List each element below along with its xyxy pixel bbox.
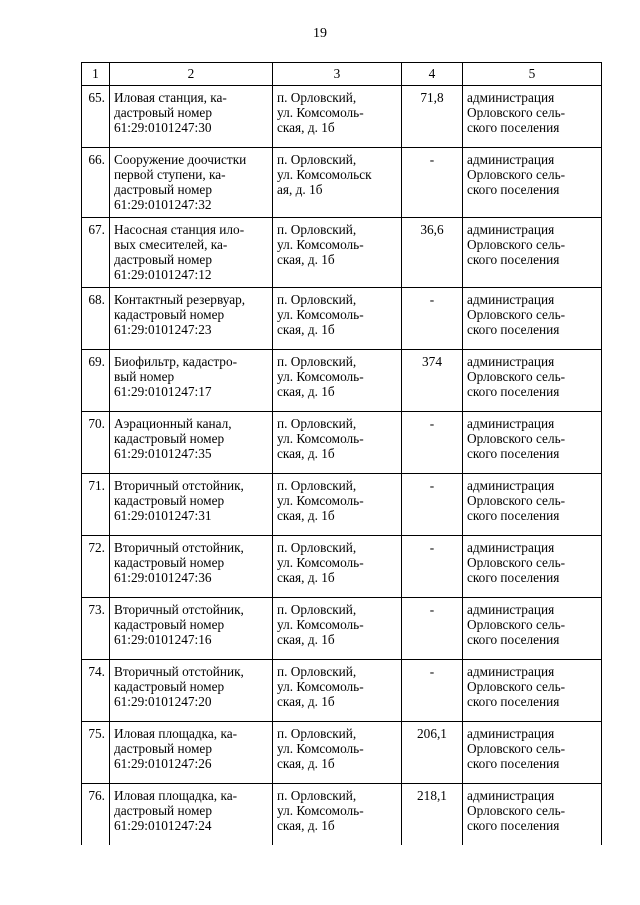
object-address-line: п. Орловский,	[277, 602, 357, 617]
object-address-line: ул. Комсомоль-	[277, 679, 364, 694]
object-owner-line: ского поселения	[467, 818, 560, 833]
object-address	[273, 218, 402, 288]
object-address-line: ул. Комсомоль-	[277, 431, 364, 446]
object-owner-line: администрация	[467, 726, 555, 741]
object-owner-line: Орловского сель-	[467, 617, 566, 632]
object-address	[273, 86, 402, 148]
object-address-line: п. Орловский,	[277, 222, 357, 237]
property-table	[81, 62, 602, 845]
table-row	[82, 148, 602, 218]
object-address-line: ул. Комсомоль-	[277, 741, 364, 756]
object-name	[110, 412, 273, 474]
object-name	[110, 660, 273, 722]
object-name	[110, 474, 273, 536]
object-owner-line: администрация	[467, 90, 555, 105]
object-owner	[463, 660, 602, 722]
object-address-line: ул. Комсомоль-	[277, 369, 364, 384]
object-owner	[463, 474, 602, 536]
object-area: -	[402, 148, 463, 218]
table-row	[82, 288, 602, 350]
object-area: -	[402, 536, 463, 598]
object-name-line: Контактный резервуар,	[114, 292, 246, 307]
object-name-line: Вторичный отстойник,	[114, 478, 244, 493]
object-address	[273, 660, 402, 722]
object-address	[273, 148, 402, 218]
object-address-line: ул. Комсомоль-	[277, 493, 364, 508]
object-name-line: кадастровый номер	[114, 493, 225, 508]
column-header: 4	[402, 63, 463, 86]
object-owner-line: администрация	[467, 788, 555, 803]
column-header: 5	[463, 63, 602, 86]
object-owner-line: администрация	[467, 416, 555, 431]
table-row	[82, 474, 602, 536]
object-name-line: дастровый номер	[114, 182, 212, 197]
object-owner-line: ского поселения	[467, 694, 560, 709]
object-name	[110, 536, 273, 598]
object-address-line: ская, д. 1б	[277, 384, 335, 399]
object-name-line: 61:29:0101247:31	[114, 508, 212, 523]
object-address-line: п. Орловский,	[277, 478, 357, 493]
table-row	[82, 536, 602, 598]
object-owner-line: Орловского сель-	[467, 105, 566, 120]
object-area: -	[402, 288, 463, 350]
object-owner	[463, 350, 602, 412]
object-name-line: 61:29:0101247:35	[114, 446, 212, 461]
object-owner-line: Орловского сель-	[467, 555, 566, 570]
object-name-line: 61:29:0101247:36	[114, 570, 212, 585]
object-name	[110, 288, 273, 350]
column-header: 2	[110, 63, 273, 86]
object-address-line: ская, д. 1б	[277, 508, 335, 523]
object-name-line: дастровый номер	[114, 803, 212, 818]
object-name	[110, 350, 273, 412]
table-row	[82, 660, 602, 722]
object-address-line: ская, д. 1б	[277, 252, 335, 267]
object-owner-line: администрация	[467, 478, 555, 493]
object-owner-line: ского поселения	[467, 508, 560, 523]
table-row	[82, 218, 602, 288]
object-owner-line: Орловского сель-	[467, 431, 566, 446]
object-name-line: Вторичный отстойник,	[114, 540, 244, 555]
object-name	[110, 598, 273, 660]
object-name-line: 61:29:0101247:30	[114, 120, 212, 135]
object-address-line: ул. Комсомоль-	[277, 555, 364, 570]
object-owner	[463, 722, 602, 784]
object-owner-line: Орловского сель-	[467, 307, 566, 322]
object-owner-line: администрация	[467, 602, 555, 617]
row-number: 74.	[82, 660, 110, 722]
object-owner-line: Орловского сель-	[467, 679, 566, 694]
object-address-line: ская, д. 1б	[277, 756, 335, 771]
object-name-line: дастровый номер	[114, 105, 212, 120]
object-name-line: Биофильтр, кадастро-	[114, 354, 238, 369]
object-name-line: Иловая станция, ка-	[114, 90, 227, 105]
object-address	[273, 474, 402, 536]
object-address-line: п. Орловский,	[277, 152, 357, 167]
object-owner-line: ского поселения	[467, 182, 560, 197]
object-owner	[463, 784, 602, 846]
table-row	[82, 598, 602, 660]
object-address	[273, 598, 402, 660]
object-address-line: ская, д. 1б	[277, 446, 335, 461]
object-name	[110, 722, 273, 784]
object-area: -	[402, 598, 463, 660]
object-owner-line: администрация	[467, 222, 555, 237]
row-number: 71.	[82, 474, 110, 536]
object-name-line: Иловая площадка, ка-	[114, 726, 238, 741]
row-number: 66.	[82, 148, 110, 218]
row-number: 68.	[82, 288, 110, 350]
table-row	[82, 350, 602, 412]
object-owner-line: ского поселения	[467, 252, 560, 267]
object-address-line: п. Орловский,	[277, 726, 357, 741]
object-owner-line: Орловского сель-	[467, 167, 566, 182]
row-number: 70.	[82, 412, 110, 474]
object-name	[110, 784, 273, 846]
object-address-line: ул. Комсомоль-	[277, 237, 364, 252]
object-address-line: ул. Комсомоль-	[277, 105, 364, 120]
object-owner-line: администрация	[467, 354, 555, 369]
object-name-line: кадастровый номер	[114, 555, 225, 570]
object-name-line: кадастровый номер	[114, 307, 225, 322]
object-owner	[463, 412, 602, 474]
object-area: -	[402, 474, 463, 536]
row-number: 67.	[82, 218, 110, 288]
object-address	[273, 722, 402, 784]
object-address-line: п. Орловский,	[277, 416, 357, 431]
row-number: 65.	[82, 86, 110, 148]
object-address-line: п. Орловский,	[277, 664, 357, 679]
object-name-line: 61:29:0101247:24	[114, 818, 212, 833]
object-address	[273, 288, 402, 350]
object-address-line: ул. Комсомоль-	[277, 803, 364, 818]
object-address-line: п. Орловский,	[277, 354, 357, 369]
row-number: 73.	[82, 598, 110, 660]
object-name-line: 61:29:0101247:16	[114, 632, 212, 647]
object-owner-line: ского поселения	[467, 384, 560, 399]
object-owner-line: Орловского сель-	[467, 493, 566, 508]
object-name-line: дастровый номер	[114, 252, 212, 267]
object-name-line: вых смесителей, ка-	[114, 237, 228, 252]
object-address-line: ая, д. 1б	[277, 182, 323, 197]
object-owner-line: ского поселения	[467, 322, 560, 337]
table-header-row	[82, 63, 602, 86]
object-name-line: Сооружение доочистки	[114, 152, 247, 167]
object-owner-line: администрация	[467, 664, 555, 679]
object-owner-line: ского поселения	[467, 570, 560, 585]
object-address-line: ская, д. 1б	[277, 818, 335, 833]
object-name-line: дастровый номер	[114, 741, 212, 756]
object-owner-line: ского поселения	[467, 120, 560, 135]
object-name-line: 61:29:0101247:26	[114, 756, 212, 771]
object-address-line: ская, д. 1б	[277, 694, 335, 709]
object-name-line: Вторичный отстойник,	[114, 664, 244, 679]
object-owner-line: ского поселения	[467, 446, 560, 461]
object-address-line: ская, д. 1б	[277, 322, 335, 337]
object-owner	[463, 598, 602, 660]
object-name-line: кадастровый номер	[114, 617, 225, 632]
object-name-line: 61:29:0101247:23	[114, 322, 212, 337]
object-address-line: ская, д. 1б	[277, 632, 335, 647]
table-row	[82, 722, 602, 784]
object-name-line: кадастровый номер	[114, 679, 225, 694]
object-name-line: 61:29:0101247:32	[114, 197, 212, 212]
object-name-line: вый номер	[114, 369, 175, 384]
object-area: 218,1	[402, 784, 463, 846]
object-owner-line: администрация	[467, 292, 555, 307]
row-number: 76.	[82, 784, 110, 846]
object-name	[110, 218, 273, 288]
object-area: 206,1	[402, 722, 463, 784]
object-area: -	[402, 660, 463, 722]
row-number: 75.	[82, 722, 110, 784]
object-address	[273, 412, 402, 474]
table-row	[82, 412, 602, 474]
object-area: 36,6	[402, 218, 463, 288]
column-header: 1	[82, 63, 110, 86]
object-owner-line: Орловского сель-	[467, 803, 566, 818]
object-name-line: Вторичный отстойник,	[114, 602, 244, 617]
table-row	[82, 86, 602, 148]
object-name-line: 61:29:0101247:17	[114, 384, 212, 399]
object-owner	[463, 288, 602, 350]
object-owner	[463, 86, 602, 148]
object-owner	[463, 218, 602, 288]
table-row	[82, 784, 602, 846]
object-name-line: 61:29:0101247:20	[114, 694, 212, 709]
object-owner-line: администрация	[467, 540, 555, 555]
object-area: -	[402, 412, 463, 474]
object-owner-line: администрация	[467, 152, 555, 167]
object-address	[273, 536, 402, 598]
object-owner	[463, 536, 602, 598]
page-number: 19	[313, 26, 327, 41]
object-name	[110, 148, 273, 218]
object-address-line: ская, д. 1б	[277, 570, 335, 585]
object-address-line: п. Орловский,	[277, 788, 357, 803]
object-name-line: Иловая площадка, ка-	[114, 788, 238, 803]
object-address-line: ул. Комсомоль-	[277, 617, 364, 632]
object-address-line: п. Орловский,	[277, 540, 357, 555]
object-owner-line: Орловского сель-	[467, 369, 566, 384]
object-name-line: 61:29:0101247:12	[114, 267, 212, 282]
object-address	[273, 350, 402, 412]
object-area: 71,8	[402, 86, 463, 148]
column-header: 3	[273, 63, 402, 86]
object-owner-line: Орловского сель-	[467, 741, 566, 756]
object-address-line: ул. Комсомольск	[277, 167, 372, 182]
table-body	[82, 86, 602, 846]
object-owner-line: ского поселения	[467, 632, 560, 647]
object-name-line: Аэрационный канал,	[114, 416, 232, 431]
object-address	[273, 784, 402, 846]
object-name	[110, 86, 273, 148]
object-address-line: п. Орловский,	[277, 90, 357, 105]
object-name-line: Насосная станция ило-	[114, 222, 245, 237]
object-owner	[463, 148, 602, 218]
row-number: 69.	[82, 350, 110, 412]
object-address-line: ул. Комсомоль-	[277, 307, 364, 322]
object-address-line: п. Орловский,	[277, 292, 357, 307]
object-area: 374	[402, 350, 463, 412]
row-number: 72.	[82, 536, 110, 598]
object-name-line: кадастровый номер	[114, 431, 225, 446]
object-owner-line: ского поселения	[467, 756, 560, 771]
object-name-line: первой ступени, ка-	[114, 167, 226, 182]
object-address-line: ская, д. 1б	[277, 120, 335, 135]
object-owner-line: Орловского сель-	[467, 237, 566, 252]
